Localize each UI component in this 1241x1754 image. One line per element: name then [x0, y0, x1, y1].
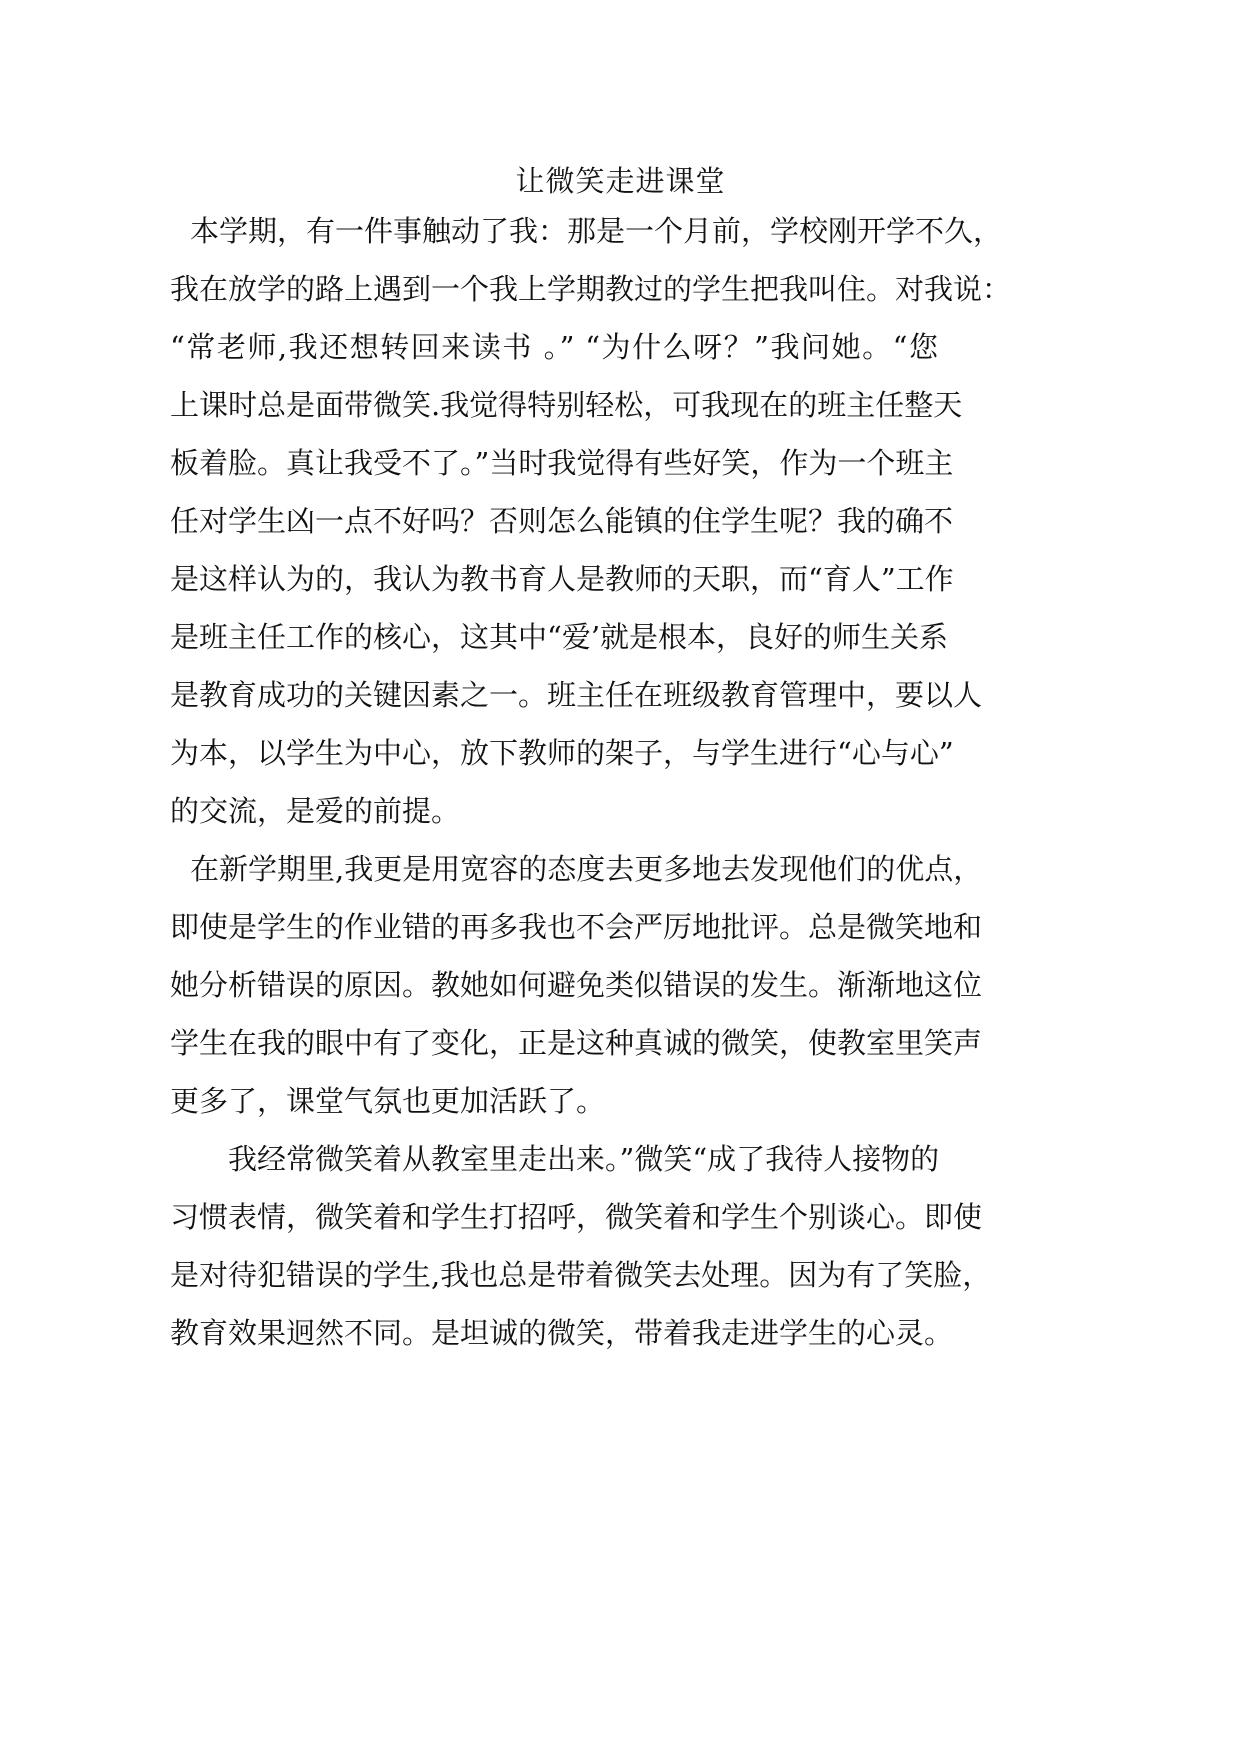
document-title: 让微笑走进课堂: [515, 164, 726, 198]
paragraph-3-line-4: 教育效果迥然不同。是坦诚的微笑，带着我走进学生的心灵。: [170, 1316, 954, 1350]
paragraph-2-line-1: 在新学期里,我更是用宽容的态度去更多地去发现他们的优点，: [190, 852, 983, 886]
paragraph-3-line-1: 我经常微笑着从教室里走出来。”微笑“成了我待人接物的: [228, 1142, 940, 1176]
paragraph-1-line-2: 我在放学的路上遇到一个我上学期教过的学生把我叫住。对我说：: [170, 272, 1012, 306]
paragraph-1-line-11: 的交流，是爱的前提。: [170, 794, 461, 828]
paragraph-2-line-5: 更多了，课堂气氛也更加活跃了。: [170, 1084, 606, 1118]
paragraph-1-line-9: 是教育成功的关键因素之一。班主任在班级教育管理中，要以人: [170, 678, 983, 712]
paragraph-1-line-4: 上课时总是面带微笑.我觉得特别轻松，可我现在的班主任整天: [170, 388, 963, 422]
paragraph-1-line-10: 为本，以学生为中心，放下教师的架子，与学生进行“心与心”: [170, 736, 954, 770]
paragraph-3-line-3: 是对待犯错误的学生,我也总是带着微笑去处理。因为有了笑脸，: [170, 1258, 992, 1292]
paragraph-1-line-1: 本学期，有一件事触动了我：那是一个月前，学校刚开学不久，: [190, 214, 1003, 248]
paragraph-2-line-4: 学生在我的眼中有了变化，正是这种真诚的微笑，使教室里笑声: [170, 1026, 983, 1060]
paragraph-3-line-2: 习惯表情，微笑着和学生打招呼，微笑着和学生个别谈心。即使: [170, 1200, 983, 1234]
paragraph-1-line-7: 是这样认为的，我认为教书育人是教师的天职，而“育人”工作: [170, 562, 954, 596]
paragraph-1-line-5: 板着脸。真让我受不了。”当时我觉得有些好笑，作为一个班主: [170, 446, 954, 480]
paragraph-1-line-6: 任对学生凶一点不好吗？否则怎么能镇的住学生呢？我的确不: [170, 504, 954, 538]
paragraph-2-line-3: 她分析错误的原因。教她如何避免类似错误的发生。渐渐地这位: [170, 968, 983, 1002]
paragraph-1-line-3: “常老师,我还想转回来读书 。” “为什么呀？”我问她。“您: [170, 330, 938, 364]
paragraph-2-line-2: 即使是学生的作业错的再多我也不会严厉地批评。总是微笑地和: [170, 910, 983, 944]
paragraph-1-line-8: 是班主任工作的核心，这其中“爱’就是根本，良好的师生关系: [170, 620, 949, 654]
